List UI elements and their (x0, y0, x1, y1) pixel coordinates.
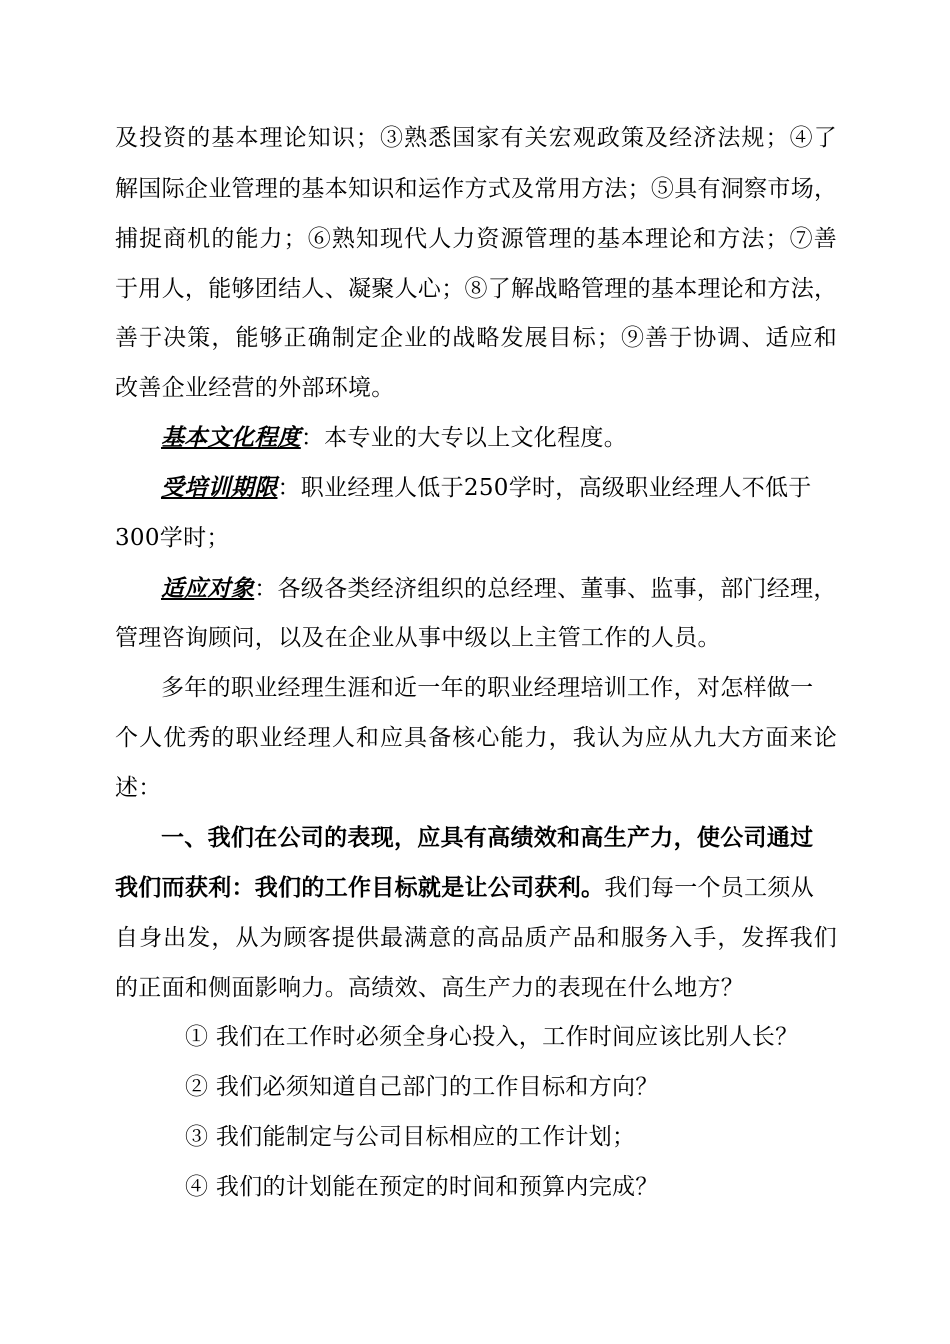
section-body-start: 我们每一个员工须从 (604, 875, 815, 901)
paragraph-line: 解国际企业管理的基本知识和运作方式及常用方法；⑤具有洞察市场， (115, 176, 838, 202)
education-text: ：本专业的大专以上文化程度。 (300, 425, 628, 451)
paragraph-line: 善于决策，能够正确制定企业的战略发展目标；⑨善于协调、适应和 (115, 325, 837, 351)
training-label: 受培训期限 (161, 474, 278, 501)
audience-line-2: 管理咨询顾问，以及在企业从事中级以上主管工作的人员。 (115, 625, 721, 651)
section-heading-bold: 我们而获利：我们的工作目标就是让公司获利。 (115, 874, 605, 901)
section-heading-line-2 (115, 873, 814, 903)
list-item: ③ 我们能制定与公司目标相应的工作计划； (185, 1124, 636, 1150)
summary-line: 个人优秀的职业经理人和应具备核心能力，我认为应从九大方面来论 (115, 725, 837, 751)
list-item: ① 我们在工作时必须全身心投入，工作时间应该比别人长？ (185, 1024, 799, 1050)
audience-label: 适应对象 (161, 575, 255, 602)
section-body-line: 自身出发，从为顾客提供最满意的高品质产品和服务入手，发挥我们 (115, 925, 837, 951)
section-body-line: 的正面和侧面影响力。高绩效、高生产力的表现在什么地方？ (115, 975, 745, 1001)
training-line (161, 473, 812, 503)
list-item: ② 我们必须知道自己部门的工作目标和方向？ (185, 1074, 659, 1100)
education-line (161, 423, 627, 453)
summary-line: 述： (115, 775, 162, 801)
section-heading: 一、我们在公司的表现，应具有高绩效和高生产力，使公司通过 (161, 824, 814, 851)
paragraph-line: 及投资的基本理论知识；③熟悉国家有关宏观政策及经济法规；④了 (115, 125, 837, 151)
summary-line: 多年的职业经理生涯和近一年的职业经理培训工作，对怎样做一 (161, 675, 814, 701)
paragraph-line: 捕捉商机的能力；⑥熟知现代人力资源管理的基本理论和方法；⑦善 (115, 226, 837, 252)
education-label: 基本文化程度 (161, 424, 301, 451)
paragraph-line: 于用人，能够团结人、凝聚人心；⑧了解战略管理的基本理论和方法， (115, 276, 838, 302)
list-item: ④ 我们的计划能在预定的时间和预算内完成？ (185, 1174, 659, 1200)
training-text: ：职业经理人低于250学时，高级职业经理人不低于 (277, 475, 812, 501)
audience-line (161, 574, 837, 604)
audience-text: ：各级各类经济组织的总经理、董事、监事，部门经理， (254, 576, 837, 602)
training-line-2: 300学时； (115, 525, 230, 551)
paragraph-line: 改善企业经营的外部环境。 (115, 375, 395, 401)
